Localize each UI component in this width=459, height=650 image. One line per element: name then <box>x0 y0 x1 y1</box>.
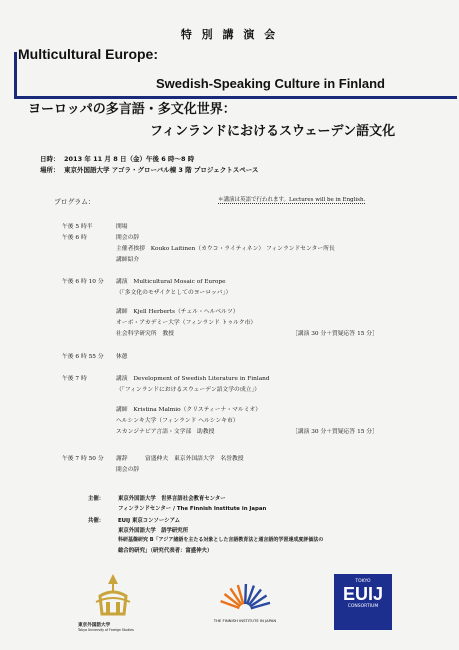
program-line: 講師 Kristina Malmio（クリスティーナ・マルミオ） <box>116 407 262 413</box>
host-label: 主催： <box>88 496 105 502</box>
program-time: 午後 6 時 10 分 <box>62 279 104 285</box>
place-label: 場所： <box>40 166 60 174</box>
finnish-institute-name: THE FINNISH INSTITUTE IN JAPAN <box>213 618 277 623</box>
host-line: フィンランドセンター / The Finnish Institute in Japan <box>118 506 267 512</box>
host-line: 東京外国語大学 世界言語社会教育センター <box>118 496 226 502</box>
program-line: 閉会の辞 <box>116 467 140 473</box>
co-host-line: 科研基盤研究 B「アジア諸語を主たる対象とした言語教育法と通言語的学習達成度評価法の <box>118 537 324 543</box>
co-host-line: EUIJ 東京コンソーシアム <box>118 518 180 524</box>
program-line: 講師紹介 <box>116 257 140 263</box>
program-duration: ［講演 30 分＋質疑応答 15 分］ <box>292 331 378 337</box>
title-jp-line-1: ヨーロッパの多言語・多文化世界： <box>28 102 236 117</box>
program-line: 開場 <box>116 224 128 230</box>
tufs-emblem-icon <box>78 572 148 618</box>
program-time: 午後 6 時 <box>62 235 87 241</box>
title-en-line-1: Multicultural Europe: <box>18 46 158 62</box>
program-label: プログラム： <box>54 198 95 206</box>
co-host-line: 東京外国語大学 語学研究所 <box>118 528 189 534</box>
program-line: 社会科学研究所 教授 <box>116 331 174 337</box>
program-line: ヘルシンキ大学（フィンランド ヘルシンキ市） <box>116 418 239 424</box>
finnish-institute-logo <box>185 582 305 632</box>
co-host-line: 総合的研究」（研究代表者：富盛伸夫） <box>118 548 213 554</box>
event-heading: 特 別 講 演 会 <box>180 28 279 41</box>
program-time: 午後 7 時 <box>62 376 87 382</box>
program-time: 午後 6 時 55 分 <box>62 354 104 360</box>
tufs-subtitle: Tokyo University of Foreign Studies <box>78 628 134 632</box>
program-line: スカンジナビア言語・文学部 助教授 <box>116 429 215 435</box>
date-label: 日時： <box>40 155 60 163</box>
program-line: （「フィンランドにおけるスウェーデン語文学の成立」） <box>116 387 261 393</box>
event-place <box>40 165 258 174</box>
title-en-line-2: Swedish-Speaking Culture in Finland <box>156 76 385 91</box>
date-value: 2013 年 11 月 8 日（金）午後 6 時〜8 時 <box>64 155 195 163</box>
language-note: ＊講演は英語で行われます。Lectures will be in English. <box>218 197 366 203</box>
program-time: 午後 7 時 50 分 <box>62 456 104 462</box>
place-value: 東京外国語大学 アゴラ・グローバル棟 3 階 プロジェクトスペース <box>64 166 259 174</box>
euij-top: TOKYO <box>355 579 371 584</box>
program-line: 主催者挨拶 Kouko Laitinen（カウコ・ライティネン） フィンランドセンター所長 <box>116 246 335 252</box>
title-jp-line-2: フィンランドにおけるスウェーデン語文化 <box>150 124 396 139</box>
program-line: 講師 Kjell Herberts（チェル・ヘルベルツ） <box>116 309 239 315</box>
program-line: 謝辞 富盛伸夫 東京外国語大学 名誉教授 <box>116 456 244 462</box>
event-date <box>40 154 194 163</box>
euij-main: EUIJ <box>342 584 384 604</box>
fan-emblem-icon <box>215 582 275 610</box>
program-line: （「多文化のモザイクとしてのヨーロッパ」） <box>116 290 232 296</box>
tufs-name: 東京外国語大学 <box>78 623 111 628</box>
tufs-logo <box>78 572 148 632</box>
co-host-label: 共催： <box>88 518 105 524</box>
program-line: 休憩 <box>116 354 128 360</box>
program-time: 午後 5 時半 <box>62 224 93 230</box>
euij-bottom: CONSORTIUM <box>347 604 379 609</box>
program-line: 開会の辞 <box>116 235 140 241</box>
program-line: オーボ・アカデミー大学（フィンランド トゥルク市） <box>116 320 257 326</box>
program-line: 講演 Development of Swedish Literature in Finland <box>116 376 270 382</box>
euij-logo <box>334 574 392 630</box>
program-duration: ［講演 30 分＋質疑応答 15 分］ <box>292 429 378 435</box>
program-line: 講演 Multicultural Mosaic of Europe <box>116 279 226 285</box>
